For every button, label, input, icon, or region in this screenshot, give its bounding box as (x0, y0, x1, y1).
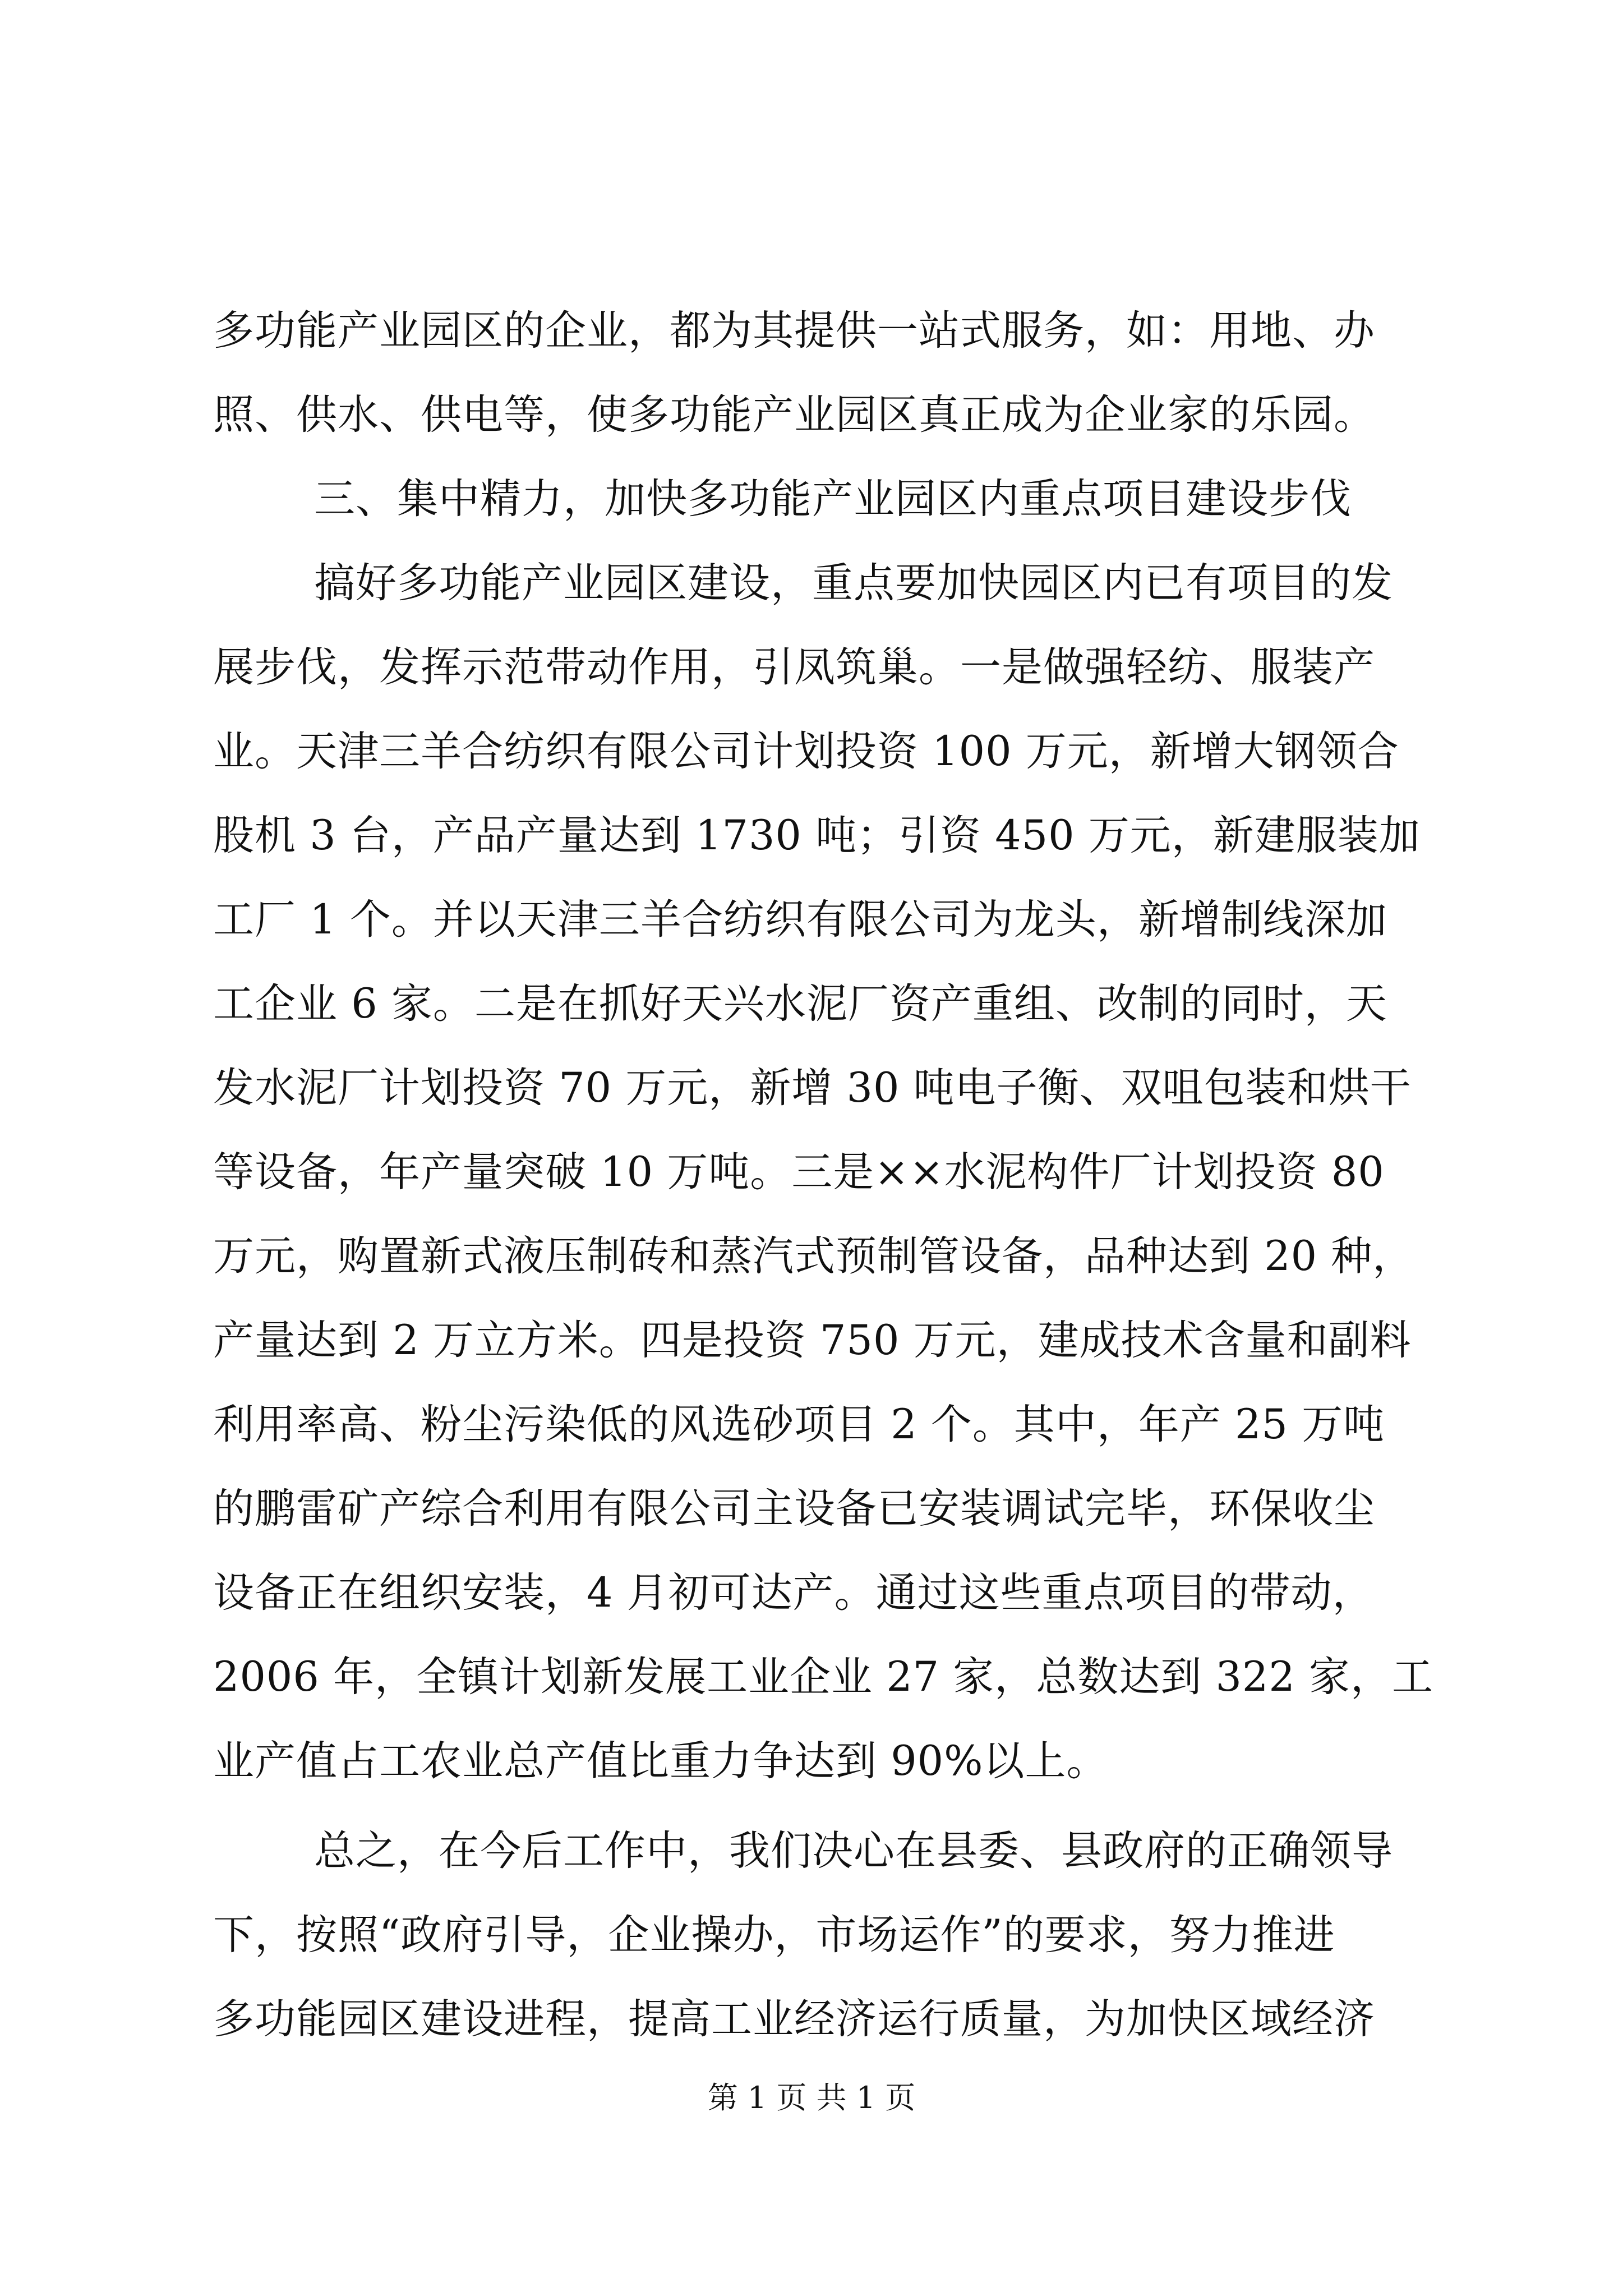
body-text-line: 业产值占工农业总产值比重力争达到 90%以上。 (213, 1737, 1108, 1785)
body-text-line: 下，按照“政府引导，企业操办，市场运作”的要求，努力推进 (213, 1911, 1335, 1959)
body-text-line: 照、供水、供电等，使多功能产业园区真正成为企业家的乐园。 (213, 391, 1375, 439)
body-text-line: 多功能园区建设进程，提高工业经济运行质量，为加快区域经济 (213, 1995, 1375, 2043)
body-text-line: 发水泥厂计划投资 70 万元，新增 30 吨电子衡、双咀包装和烘干 (213, 1064, 1412, 1112)
body-text-line: 利用率高、粉尘污染低的风选砂项目 2 个。其中，年产 25 万吨 (213, 1401, 1385, 1448)
body-text-line: 工企业 6 家。二是在抓好天兴水泥厂资产重组、改制的同时，天 (213, 980, 1387, 1028)
body-text-line: 2006 年，全镇计划新发展工业企业 27 家，总数达到 322 家，工 (213, 1653, 1434, 1701)
body-text-line: 展步伐，发挥示范带动作用，引凤筑巢。一是做强轻纺、服装产 (213, 643, 1375, 691)
body-text-line: 产量达到 2 万立方米。四是投资 750 万元，建成技术含量和副料 (213, 1317, 1412, 1364)
body-text-line: 工厂 1 个。并以天津三羊合纺织有限公司为龙头，新增制线深加 (213, 896, 1387, 944)
body-text-line: 多功能产业园区的企业，都为其提供一站式服务，如：用地、办 (213, 307, 1375, 355)
paragraph-first-line: 总之，在今后工作中，我们决心在县委、县政府的正确领导 (314, 1827, 1393, 1875)
body-text-line: 业。天津三羊合纺织有限公司计划投资 100 万元，新增大钢领合 (213, 728, 1399, 775)
body-text-line: 等设备，年产量突破 10 万吨。三是××水泥构件厂计划投资 80 (213, 1148, 1385, 1196)
section-heading: 三、集中精力，加快多功能产业园区内重点项目建设步伐 (314, 475, 1352, 523)
body-text-line: 万元，购置新式液压制砖和蒸汽式预制管设备，品种达到 20 种， (213, 1232, 1414, 1280)
body-text-line: 设备正在组织安装，4 月初可达产。通过这些重点项目的带动， (213, 1569, 1374, 1617)
body-text-line: 的鹏雷矿产综合利用有限公司主设备已安装调试完毕，环保收尘 (213, 1485, 1375, 1533)
paragraph-first-line: 搞好多功能产业园区建设，重点要加快园区内已有项目的发 (314, 559, 1393, 607)
body-text-line: 股机 3 台，产品产量达到 1730 吨；引资 450 万元，新建服装加 (213, 812, 1421, 859)
page-footer: 第 1 页 共 1 页 (707, 2080, 916, 2115)
